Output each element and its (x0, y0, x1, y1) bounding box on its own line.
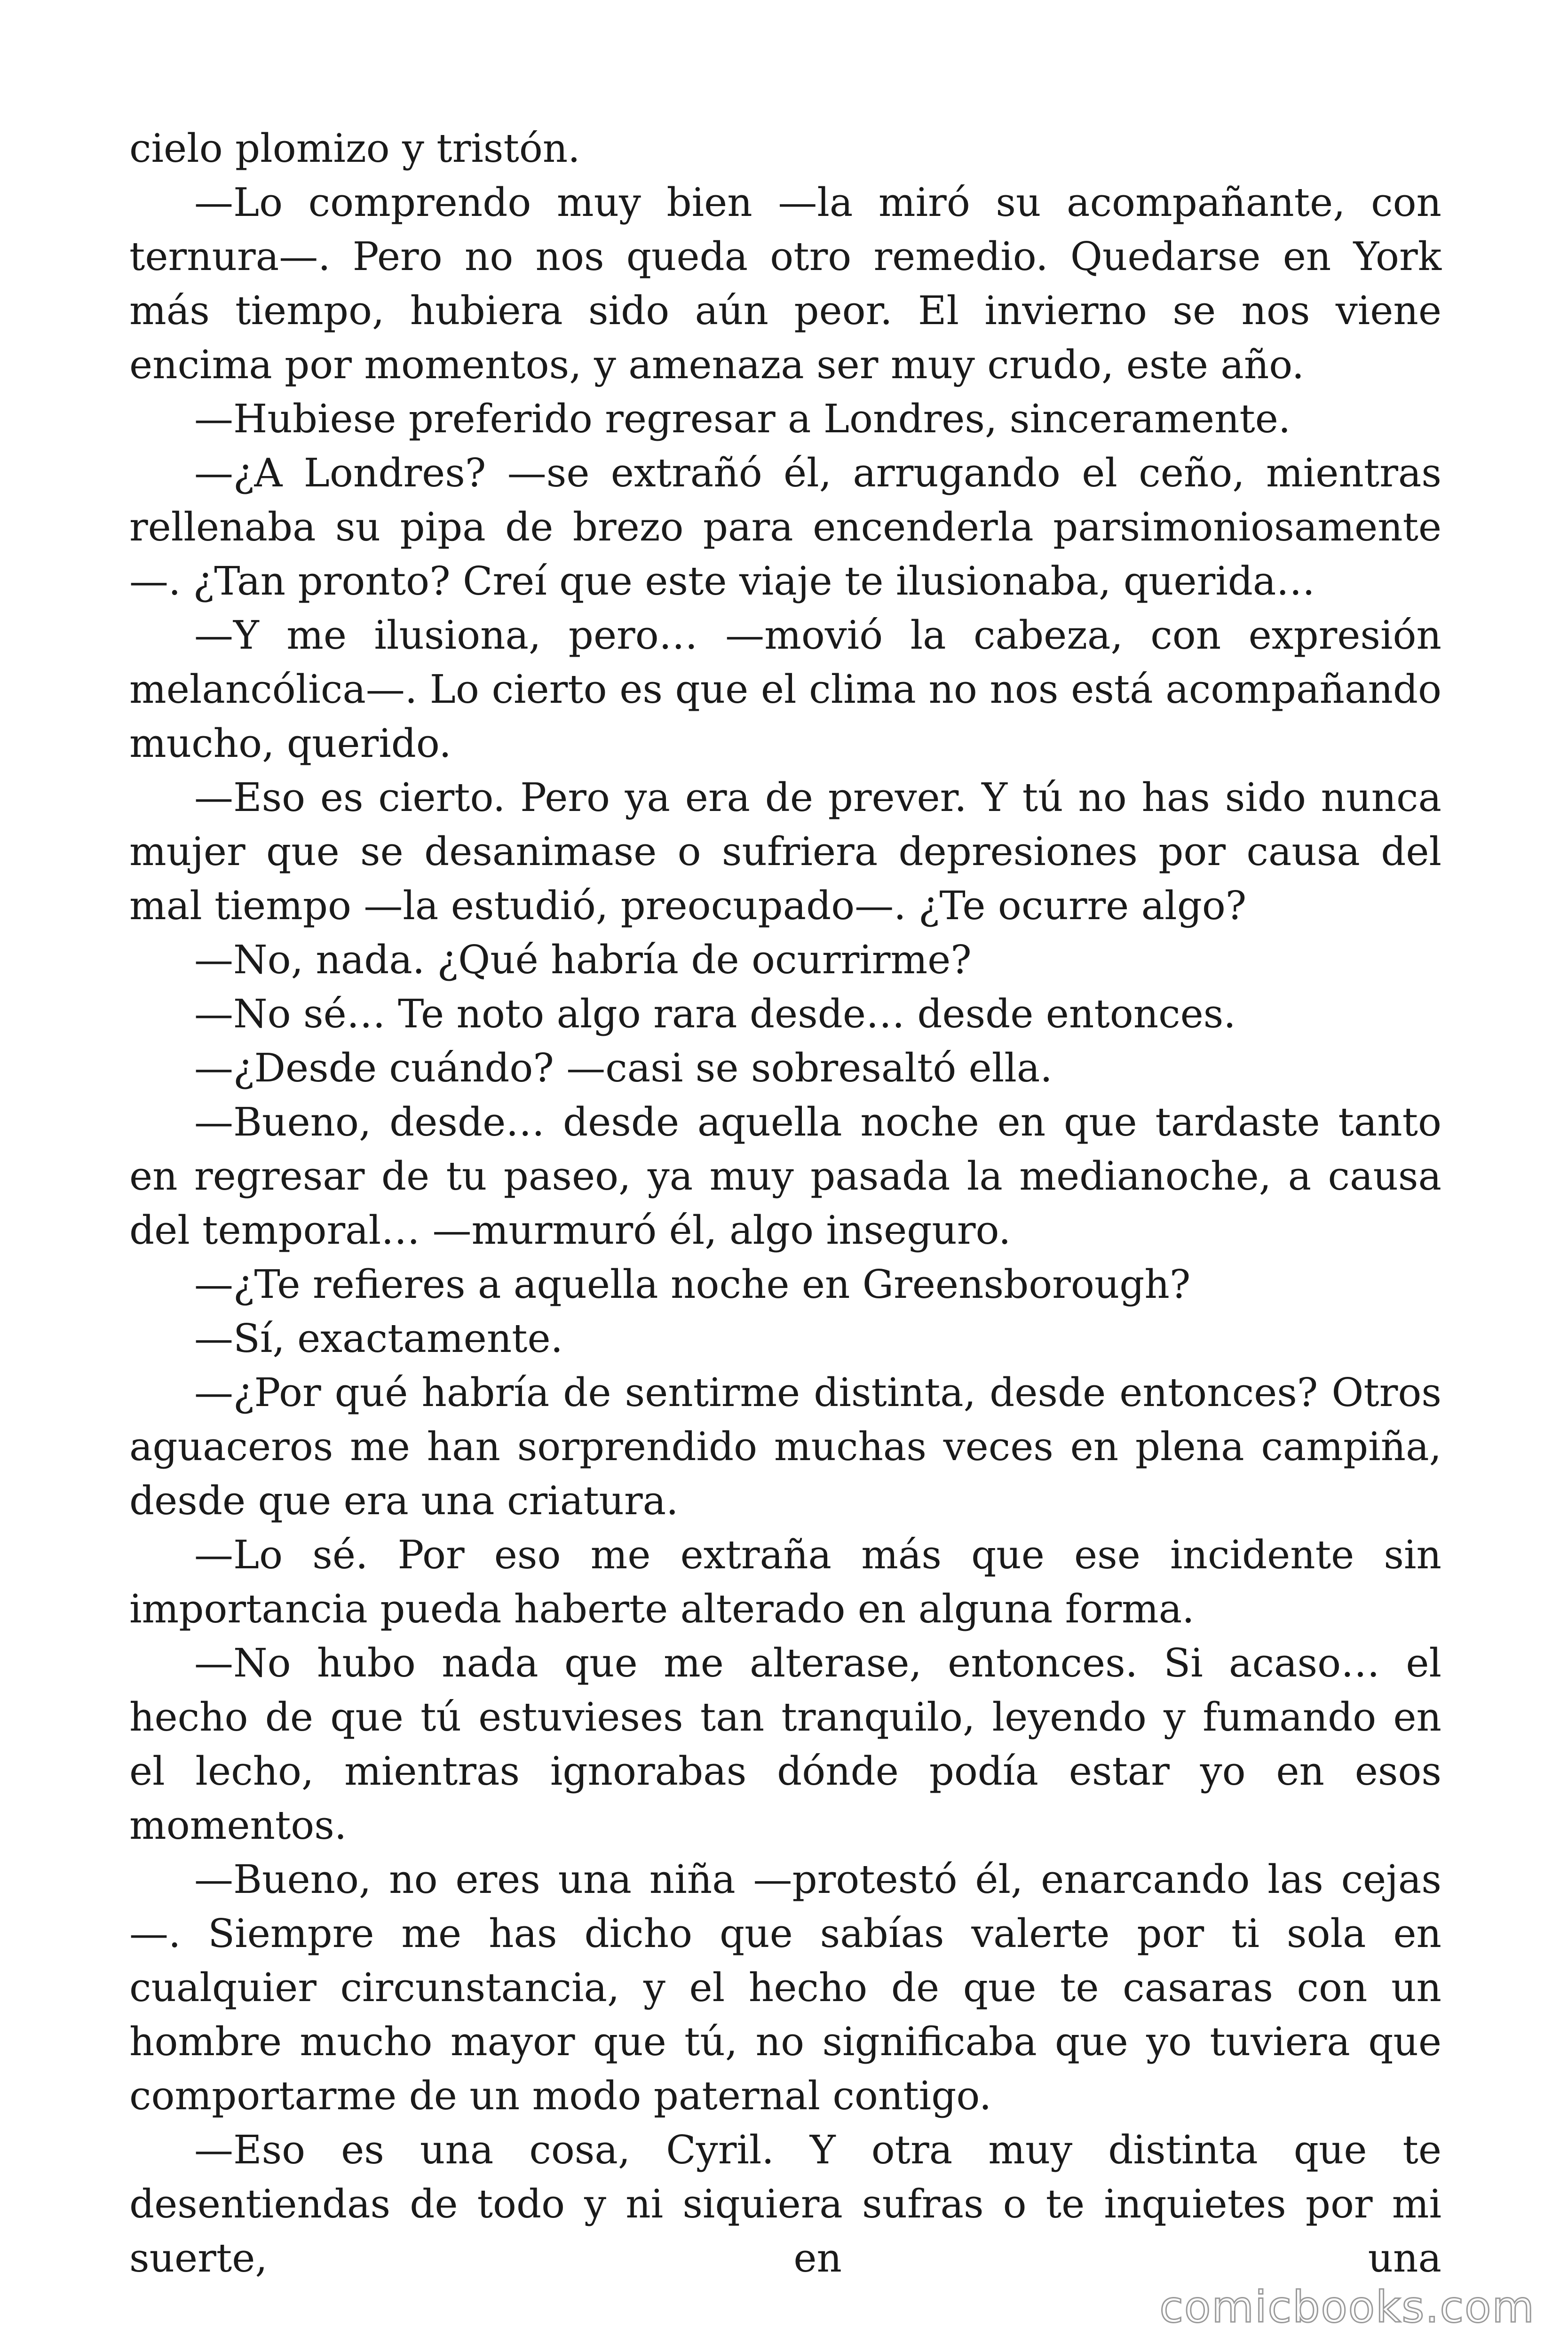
paragraph: —¿Desde cuándo? —casi se sobresaltó ella. (194, 1045, 1053, 1091)
paragraph: —Bueno, desde… desde aquella noche en que tardaste tanto en regresar de tu paseo, ya muy pasada la medianoche, a causa del temporal… —murmuró él, algo inseguro. (129, 1099, 1441, 1253)
paragraph: —Sí, exactamente. (194, 1316, 563, 1361)
paragraph: —Hubiese preferido regresar a Londres, sinceramente. (194, 396, 1291, 442)
paragraph-continuation: cielo plomizo y tristón. (129, 126, 580, 171)
paragraph: —Bueno, no eres una niña —protestó él, enarcando las cejas—. Siempre me has dicho que sabías valerte por ti sola en cualquier circunstancia, y el hecho de que te casaras con un hombre mucho mayor que tú, no significaba que yo tuviera que comportarme de un modo paternal contigo. (129, 1857, 1441, 2119)
paragraph: —No sé… Te noto algo rara desde… desde entonces. (194, 991, 1236, 1037)
paragraph-truncated: —Eso es una cosa, Cyril. Y otra muy distinta que te desentiendas de todo y ni siquiera sufras o te inquietes por mi suerte, en una (129, 2127, 1441, 2281)
paragraph: —Lo comprendo muy bien —la miró su acompañante, con ternura—. Pero no nos queda otro remedio. Quedarse en York más tiempo, hubiera sido aún peor. El invierno se nos viene encima por momentos, y amenaza ser muy crudo, este año. (129, 180, 1441, 388)
paragraph: —¿A Londres? —se extrañó él, arrugando el ceño, mientras rellenaba su pipa de brezo para encenderla parsimoniosamente—. ¿Tan pronto? Creí que este viaje te ilusionaba, querida… (129, 450, 1441, 604)
book-page-text (129, 121, 1441, 2285)
paragraph: —No hubo nada que me alterase, entonces. Si acaso… el hecho de que tú estuvieses tan tranquilo, leyendo y fumando en el lecho, mientras ignorabas dónde podía estar yo en esos momentos. (129, 1640, 1441, 1848)
watermark: comicbooks.com (1159, 2282, 1535, 2332)
paragraph: —Lo sé. Por eso me extraña más que ese incidente sin importancia pueda haberte alterado en alguna forma. (129, 1532, 1441, 1632)
paragraph: —Eso es cierto. Pero ya era de prever. Y tú no has sido nunca mujer que se desanimase o sufriera depresiones por causa del mal tiempo —la estudió, preocupado—. ¿Te ocurre algo? (129, 775, 1441, 929)
paragraph: —¿Te refieres a aquella noche en Greensborough? (194, 1262, 1191, 1307)
paragraph: —No, nada. ¿Qué habría de ocurrirme? (194, 937, 972, 983)
paragraph: —Y me ilusiona, pero… —movió la cabeza, con expresión melancólica—. Lo cierto es que el clima no nos está acompañando mucho, querido. (129, 612, 1441, 766)
paragraph: —¿Por qué habría de sentirme distinta, desde entonces? Otros aguaceros me han sorprendido muchas veces en plena campiña, desde que era una criatura. (129, 1370, 1441, 1524)
